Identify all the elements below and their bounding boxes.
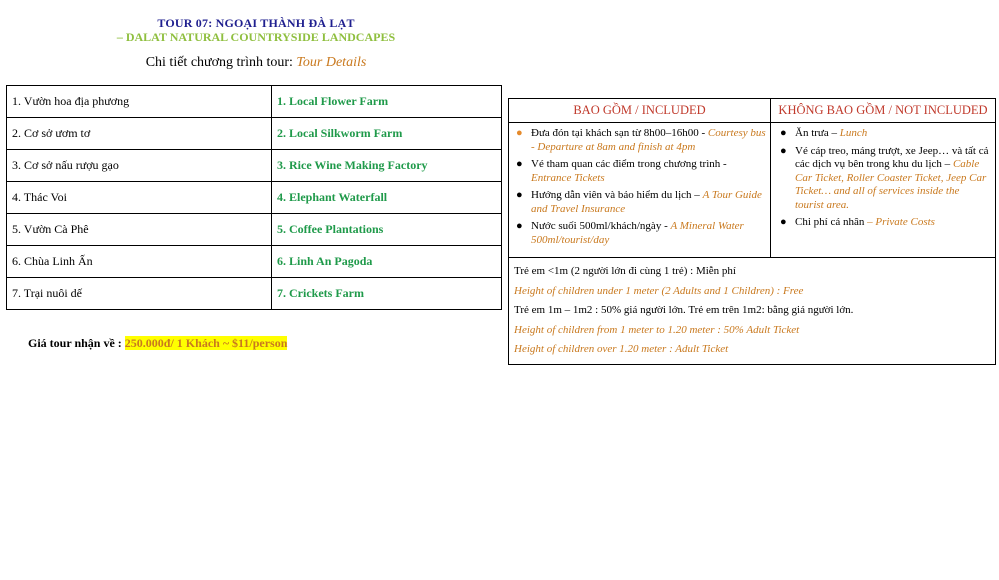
children-line-3-en: Height of children over 1.20 meter : Adult Ticket — [514, 343, 729, 355]
list-item — [513, 189, 766, 216]
list-item — [777, 216, 989, 230]
itinerary-row — [7, 86, 502, 118]
item-text-en: Cable Car Ticket, Roller Coaster Ticket, Jeep Car Ticket… and all of services inside the tourist area. — [795, 158, 987, 211]
bullet-icon: ● — [780, 144, 787, 157]
itinerary-place-en: 4. Elephant Waterfall — [272, 182, 502, 214]
itinerary-row — [7, 246, 502, 278]
itinerary-place-vn: 5. Vườn Cà Phê — [7, 214, 272, 246]
list-item — [513, 158, 766, 185]
itinerary-place-en: 2. Local Silkworm Farm — [272, 118, 502, 150]
item-text-en: Lunch — [839, 127, 868, 139]
item-text-vn: Vé cáp treo, máng trượt, xe Jeep… và tất cả các dịch vụ bên trong khu du lịch – — [795, 144, 989, 170]
item-text-vn: Chi phí cá nhân — [795, 216, 868, 228]
itinerary-place-vn: 3. Cơ sở nấu rượu gạo — [7, 150, 272, 182]
inclusions-table — [508, 98, 996, 365]
bullet-icon: ● — [516, 220, 523, 232]
bullet-icon: ● — [516, 158, 523, 170]
list-item — [513, 127, 766, 154]
item-text-vn: Ăn trưa – — [795, 127, 840, 139]
itinerary-row — [7, 278, 502, 310]
item-text-vn: Vé tham quan các điểm trong chương trình - — [531, 158, 727, 170]
children-line-2-en: Height of children from 1 meter to 1.20 meter : 50% Adult Ticket — [514, 323, 800, 336]
tour-title-english: – DALAT NATURAL COUNTRYSIDE LANDCAPES — [116, 30, 396, 44]
item-text-en: A Tour Guide and Travel Insurance — [531, 189, 762, 215]
bullet-icon: ● — [780, 127, 787, 139]
item-text-vn: Đưa đón tại khách sạn từ 8h00–16h00 - — [531, 127, 708, 139]
details-label-en: Tour Details — [296, 55, 367, 70]
itinerary-place-en: 6. Linh An Pagoda — [272, 246, 502, 278]
children-line-1-en: Height of children under 1 meter (2 Adults and 1 Children) : Free — [514, 284, 804, 297]
bullet-icon: ● — [516, 189, 523, 201]
itinerary-place-vn: 6. Chùa Linh Ấn — [7, 246, 272, 278]
itinerary-row — [7, 118, 502, 150]
price-value: 250.000đ/ 1 Khách ~ $11/person — [124, 336, 288, 350]
included-header: BAO GỒM / INCLUDED — [509, 99, 771, 123]
list-item — [777, 127, 989, 141]
children-line-1-vn: Trẻ em <1m (2 người lớn đi cùng 1 trẻ) : Miễn phí — [514, 265, 736, 277]
itinerary-place-vn: 2. Cơ sở ươm tơ — [7, 118, 272, 150]
itinerary-row — [7, 214, 502, 246]
item-text-en: A Mineral Water 500ml/tourist/day — [531, 220, 744, 246]
not-included-header: KHÔNG BAO GỒM / NOT INCLUDED — [771, 99, 996, 123]
bullet-icon: ● — [516, 127, 523, 139]
itinerary-row — [7, 182, 502, 214]
itinerary-table — [6, 85, 502, 310]
item-text-en: Entrance Tickets — [531, 171, 605, 184]
item-text-en: – Private Costs — [867, 216, 935, 228]
list-item — [513, 220, 766, 247]
not-included-cell — [771, 123, 996, 258]
not-included-list — [777, 127, 989, 230]
itinerary-place-en: 5. Coffee Plantations — [272, 214, 502, 246]
item-text-vn: Hướng dẫn viên và bảo hiểm du lịch – — [531, 189, 703, 201]
itinerary-place-en: 1. Local Flower Farm — [272, 86, 502, 118]
details-heading — [0, 55, 512, 71]
price-label: Giá tour nhận về : — [28, 336, 125, 350]
children-line-2-vn: Trẻ em 1m – 1m2 : 50% giá người lớn. Trẻ em trên 1m2: bằng giá người lớn. — [514, 304, 854, 316]
itinerary-row — [7, 150, 502, 182]
bullet-icon: ● — [780, 216, 787, 228]
itinerary-place-en: 7. Crickets Farm — [272, 278, 502, 310]
tour-title: TOUR 07: NGOẠI THÀNH ĐÀ LẠT — [157, 16, 355, 30]
list-item — [777, 145, 989, 213]
itinerary-place-vn: 1. Vườn hoa địa phương — [7, 86, 272, 118]
children-pricing-cell — [509, 258, 996, 365]
details-label-vn: Chi tiết chương trình tour: — [145, 55, 297, 70]
item-text-en: Courtesy bus - Departure at 8am and finish at 4pm — [531, 127, 766, 153]
included-cell — [509, 123, 771, 258]
itinerary-place-en: 3. Rice Wine Making Factory — [272, 150, 502, 182]
itinerary-place-vn: 4. Thác Voi — [7, 182, 272, 214]
item-text-vn: Nước suối 500ml/khách/ngày - — [531, 220, 671, 232]
tour-price — [28, 336, 287, 351]
included-list — [513, 127, 766, 247]
itinerary-place-vn: 7. Trại nuôi dế — [7, 278, 272, 310]
